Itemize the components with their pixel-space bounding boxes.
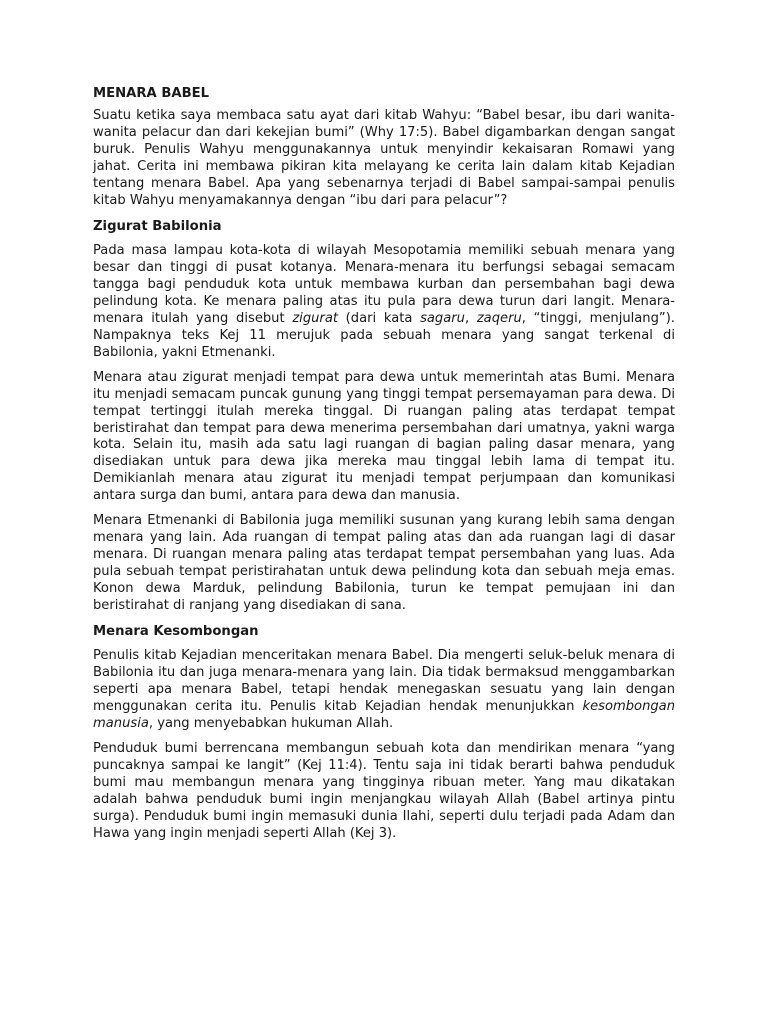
- paragraph-kesombongan-1: [93, 648, 675, 733]
- italic-term: sagaru: [420, 311, 465, 327]
- text-run: , “tinggi, menjulang”). Nampaknya teks Kej 11 merujuk pada sebuah menara yang sangat terkenal di Babilonia, yakni Etmenanki.: [93, 311, 675, 360]
- paragraph-zigurat-3: Menara Etmenanki di Babilonia juga memiliki susunan yang kurang lebih sama dengan menara yang lain. Ada ruangan di tempat paling atas dan ada ruangan lagi di dasar menara. Di ruangan menara paling atas terdapat tempat persembahan yang luas. Ada pula sebuah tempat peristirahatan untuk dewa pelindung kota dan sebuah meja emas. Konon dewa Marduk, pelindung Babilonia, turun ke tempat pemujaan ini dan beristirahat di ranjang yang disediakan di sana.: [93, 513, 675, 613]
- text-run: ,: [464, 311, 477, 327]
- text-run: , yang menyebabkan hukuman Allah.: [148, 716, 394, 732]
- document-title: MENARA BABEL: [93, 86, 210, 101]
- section-heading-menara-kesombongan: Menara Kesombongan: [93, 624, 259, 640]
- intro-paragraph: Suatu ketika saya membaca satu ayat dari kitab Wahyu: “Babel besar, ibu dari wanita-wanita pelacur dan dari kekejian bumi” (Why 17:5). Babel digambarkan dengan sangat buruk. Penulis Wahyu menggunakannya untuk menyindir kekaisaran Romawi yang jahat. Cerita ini membawa pikiran kita melayang ke cerita lain dalam kitab Kejadian tentang menara Babel. Apa yang sebenarnya terjadi di Babel sampai-sampai penulis kitab Wahyu menyamakannya dengan “ibu dari para pelacur”?: [93, 108, 675, 208]
- paragraph-zigurat-1: [93, 243, 675, 361]
- section-heading-zigurat-babilonia: Zigurat Babilonia: [93, 219, 222, 235]
- document-body: [93, 85, 675, 850]
- text-run: (dari kata: [337, 311, 421, 327]
- italic-term: kesombongan manusia: [93, 699, 675, 732]
- italic-term: zaqeru: [476, 311, 522, 327]
- paragraph-zigurat-2: Menara atau zigurat menjadi tempat para dewa untuk memerintah atas Bumi. Menara itu menjadi semacam puncak gunung yang tinggi tempat persemayaman para dewa. Di tempat tertinggi itulah mereka tinggal. Di ruangan paling atas terdapat tempat beristirahat dan tempat para dewa menerima persembahan dari umatnya, yakni warga kota. Selain itu, masih ada satu lagi ruangan di bagian paling dasar menara, yang disediakan untuk para dewa jika mereka mau tinggal lebih lama di tempat itu. Demikianlah menara atau zigurat itu menjadi tempat perjumpaan dan komunikasi antara surga dan bumi, antara para dewa dan manusia.: [93, 369, 675, 504]
- italic-term: zigurat: [292, 311, 338, 327]
- text-run: Pada masa lampau kota-kota di wilayah Mesopotamia memiliki sebuah menara yang besar dan tinggi di pusat kotanya. Menara-menara itu berfungsi sebagai semacam tangga bagi penduduk kota untuk membawa kurban dan persembahan bagi dewa pelindung kota. Ke menara paling atas itu pula para dewa turun dari langit. Menara-menara itulah yang disebut: [93, 243, 675, 327]
- text-run: Penulis kitab Kejadian menceritakan menara Babel. Dia mengerti seluk-beluk menara di Babilonia itu dan juga menara-menara yang lain. Dia tidak bermaksud menggambarkan seperti apa menara Babel, tetapi hendak menegaskan sesuatu yang lain dengan menggunakan cerita itu. Penulis kitab Kejadian hendak menunjukkan: [93, 648, 675, 715]
- paragraph-kesombongan-2: Penduduk bumi berrencana membangun sebuah kota dan mendirikan menara “yang puncaknya sampai ke langit” (Kej 11:4). Tentu saja ini tidak berarti bahwa penduduk bumi mau membangun menara yang tingginya ribuan meter. Yang mau dikatakan adalah bahwa penduduk bumi ingin menjangkau wilayah Allah (Babel artinya pintu surga). Penduduk bumi ingin memasuki dunia Ilahi, seperti dulu terjadi pada Adam dan Hawa yang ingin menjadi seperti Allah (Kej 3).: [93, 741, 675, 841]
